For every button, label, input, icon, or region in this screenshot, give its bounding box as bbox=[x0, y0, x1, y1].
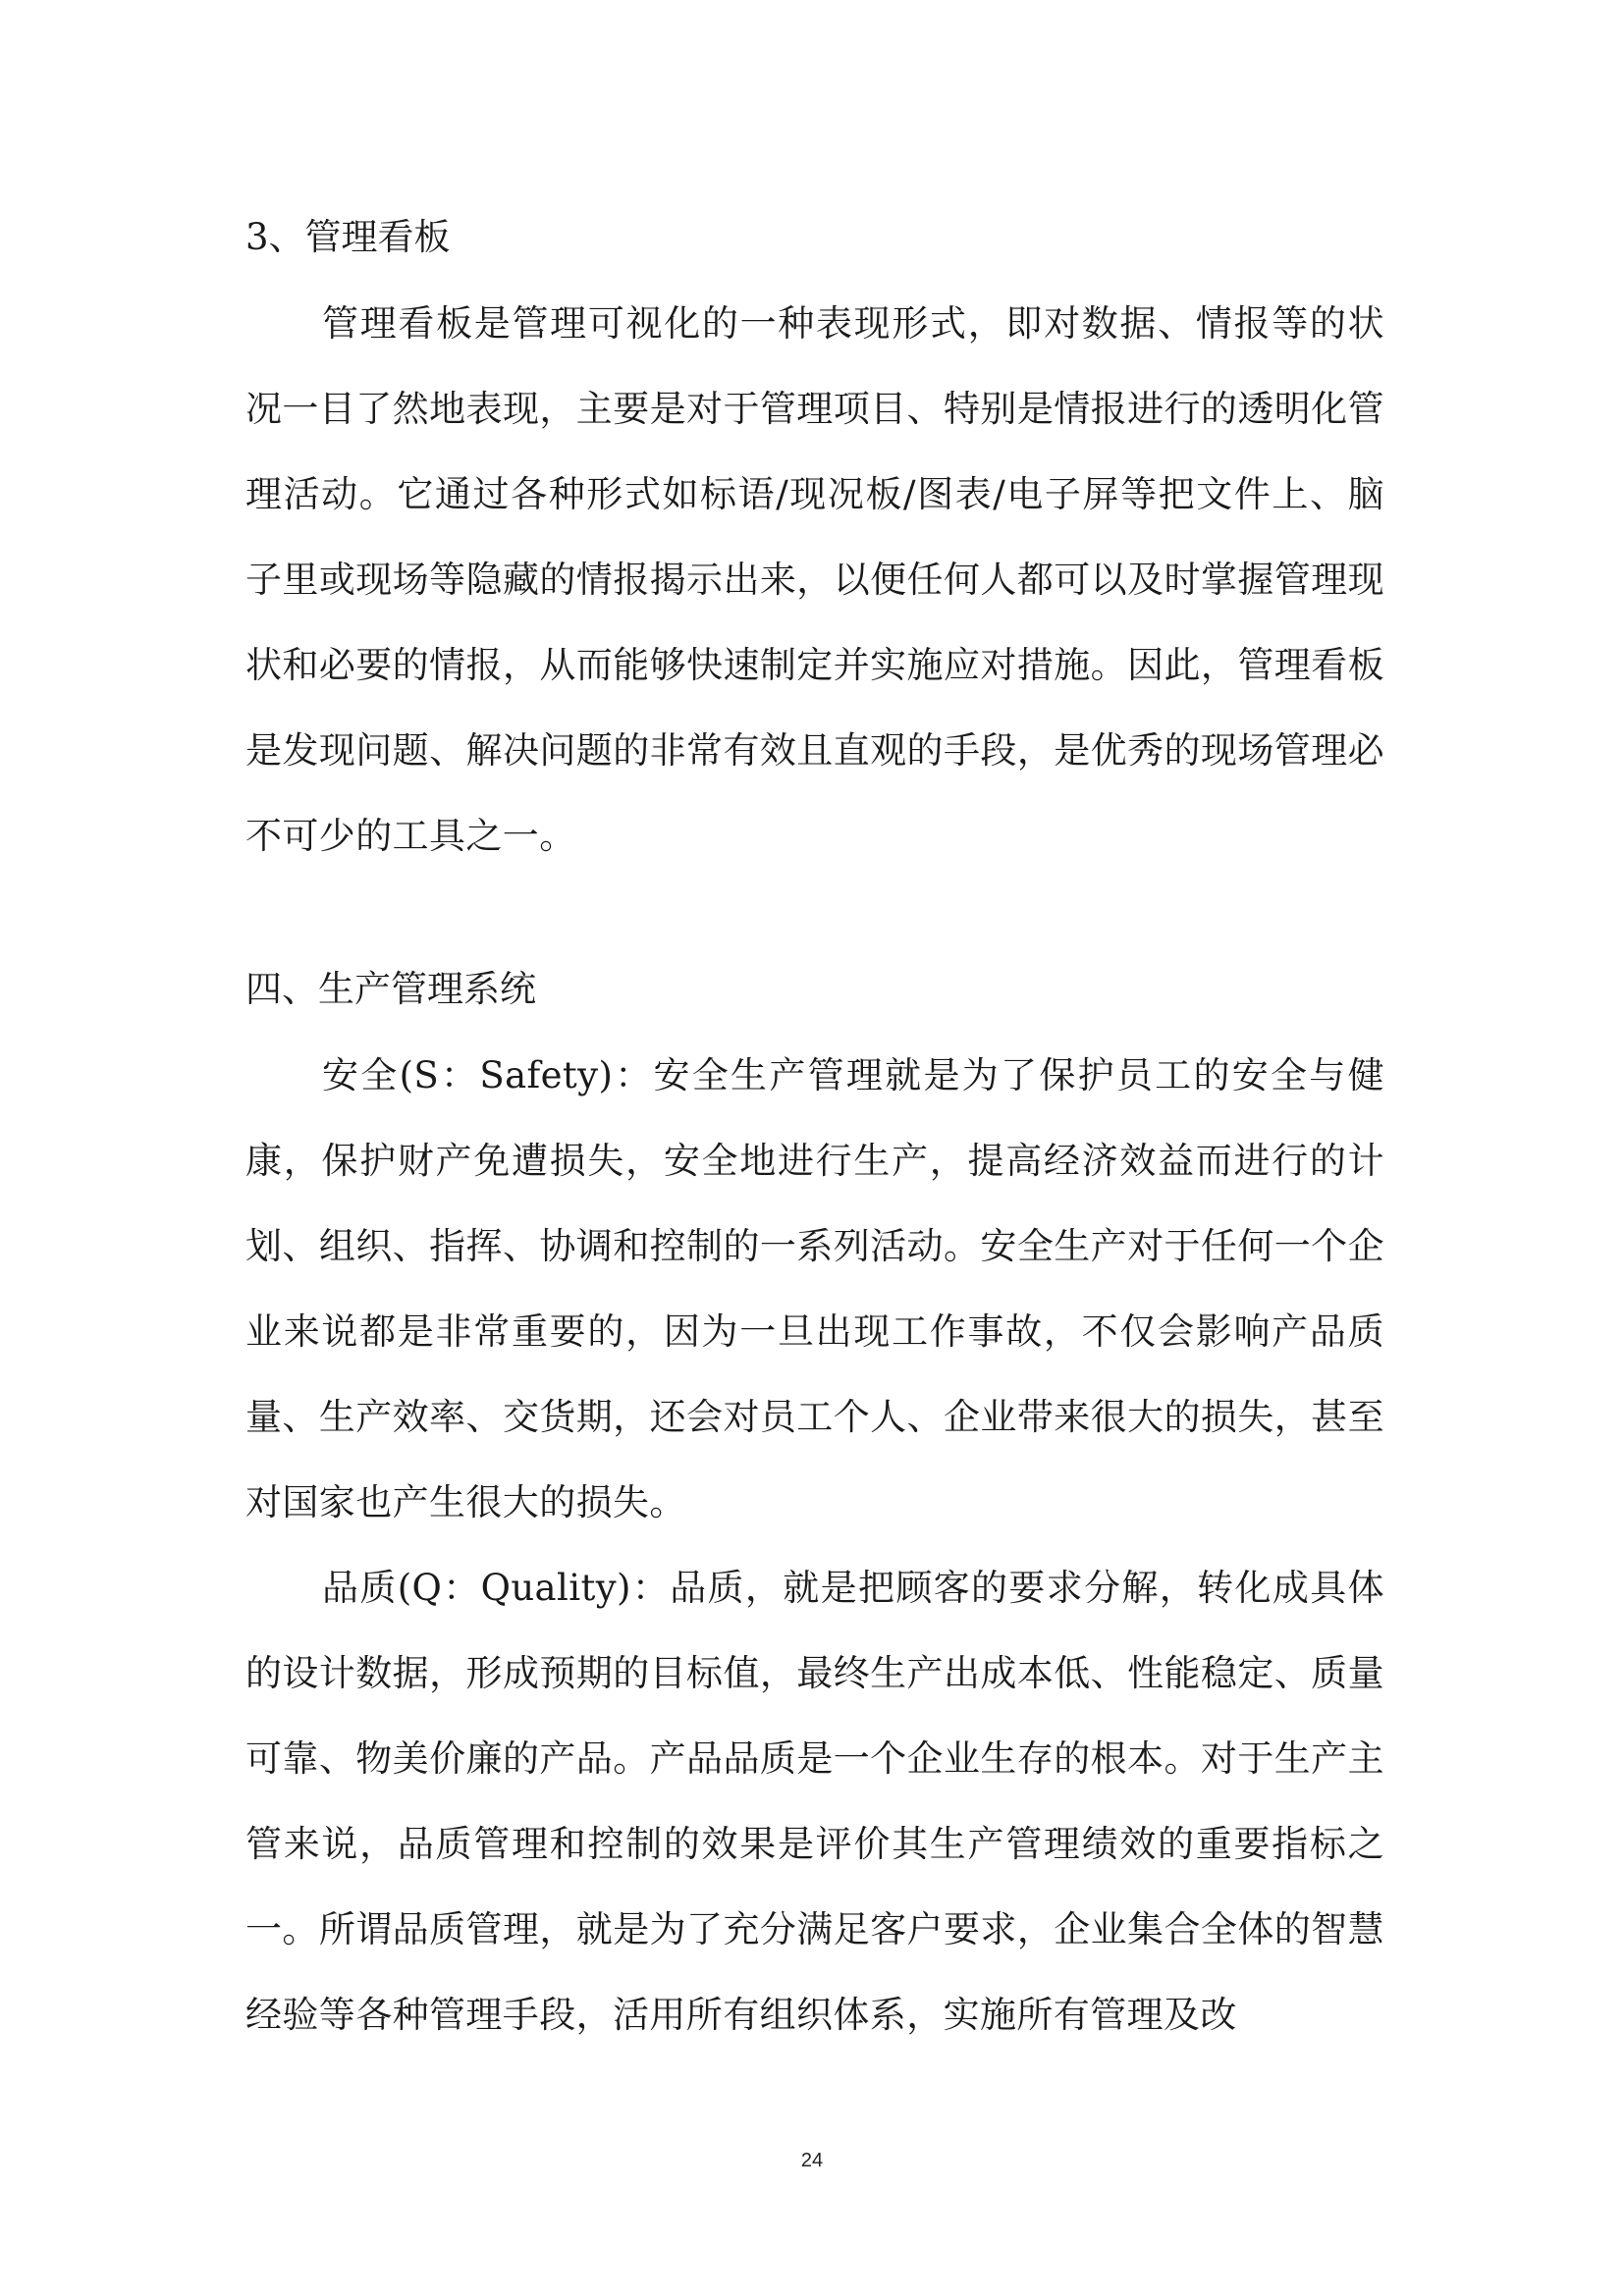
spacer bbox=[245, 1019, 1384, 1033]
paragraph-quality: 品质(Q：Quality)：品质，就是把顾客的要求分解，转化成具体的设计数据，形成预期的目标值，最终生产出成本低、性能稳定、质量可靠、物美价廉的产品。产品品质是一个企业生存的根本。对于生产主管来说，品质管理和控制的效果是评价其生产管理绩效的重要指标之一。所谓品质管理，就是为了充分满足客户要求，企业集合全体的智慧经验等各种管理手段，活用所有组织体系，实施所有管理及改 bbox=[245, 1567, 1384, 2036]
spacer bbox=[245, 879, 1384, 960]
section-heading-production-system: 四、生产管理系统 bbox=[245, 968, 536, 1010]
spacer bbox=[245, 267, 1384, 281]
page-content bbox=[245, 208, 1384, 2057]
paragraph-management-board: 管理看板是管理可视化的一种表现形式，即对数据、情报等的状况一目了然地表现，主要是对于管理项目、特别是情报进行的透明化管理活动。它通过各种形式如标语/现况板/图表/电子屏等把文件上、脑子里或现场等隐藏的情报揭示出来，以便任何人都可以及时掌握管理现状和必要的情报，从而能够快速制定并实施应对措施。因此，管理看板是发现问题、解决问题的非常有效且直观的手段，是优秀的现场管理必不可少的工具之一。 bbox=[245, 302, 1384, 857]
section-heading-management-board: 3、管理看板 bbox=[245, 216, 451, 258]
paragraph-safety: 安全(S：Safety)：安全生产管理就是为了保护员工的安全与健康，保护财产免遭损失，安全地进行生产，提高经济效益而进行的计划、组织、指挥、协调和控制的一系列活动。安全生产对于任何一个企业来说都是非常重要的，因为一旦出现工作事故，不仅会影响产品质量、生产效率、交货期，还会对员工个人、企业带来很大的损失，甚至对国家也产生很大的损失。 bbox=[245, 1054, 1384, 1523]
page-number: 24 bbox=[800, 2150, 824, 2171]
